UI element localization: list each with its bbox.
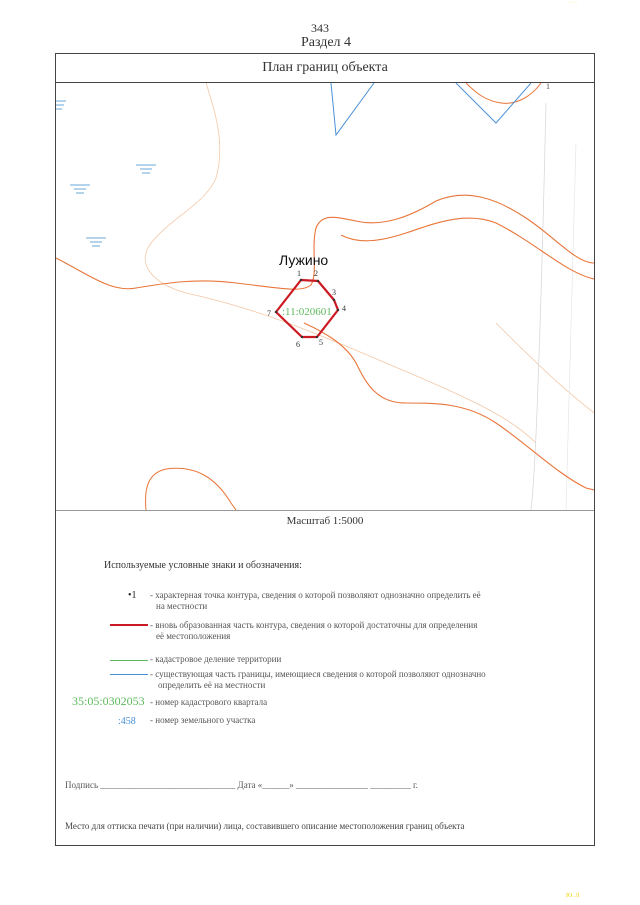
pale-isoline	[145, 83, 536, 443]
legend-quarter-text: - номер кадастрового квартала	[150, 697, 268, 707]
legend-parcel-text: - номер земельного участка	[150, 715, 256, 725]
pale-road	[531, 103, 546, 510]
pale-road-2	[566, 143, 576, 510]
pale-isoline-2	[496, 323, 594, 413]
quarter-label: :11:020601	[282, 306, 332, 318]
point-label: 4	[342, 304, 346, 313]
map-area	[56, 83, 594, 511]
corner-mark: 1	[546, 83, 550, 91]
legend-red-text	[150, 620, 477, 642]
settlement-label: Лужино	[279, 252, 329, 268]
point-label: 6	[296, 340, 300, 349]
legend-point-marker: •1	[128, 590, 137, 601]
legend-blue-line-2: определить её на местности	[158, 680, 266, 690]
signature-line: Подпись ______________________________ Дата «______» ________________ _________ г.	[65, 780, 418, 790]
point-label: 3	[332, 288, 336, 297]
blue-boundary	[456, 83, 531, 123]
point-label: 2	[314, 269, 318, 278]
point-label: 1	[297, 269, 301, 278]
legend-point-line-1: - характерная точка контура, сведения о которой позволяют однозначно определить её	[150, 590, 481, 600]
legend-red-line-1: - вновь образованная часть контура, сведения о которой достаточны для определения	[150, 620, 478, 630]
isoline	[146, 468, 236, 510]
corner-mark-top: · · ·	[568, 0, 577, 6]
isoline	[56, 195, 594, 289]
legend-green-line	[110, 660, 148, 661]
corner-mark-bottom: Ю. Л	[566, 893, 580, 899]
legend-parcel-sample: :458	[118, 716, 136, 727]
legend-point-text	[150, 590, 481, 612]
water-symbols	[56, 101, 156, 246]
legend-title: Используемые условные знаки и обозначения:	[104, 560, 302, 571]
map-scale: Масштаб 1:5000	[286, 515, 364, 527]
legend-point-line-2: на местности	[156, 601, 208, 611]
map-canvas	[56, 83, 594, 510]
legend-green-text: - кадастровое деление территории	[150, 654, 282, 664]
legend-blue-line-1: - существующая часть границы, имеющиеся сведения о которой позволяют однозначно	[150, 669, 486, 679]
isoline	[304, 323, 594, 490]
legend-quarter-sample: 35:05:0302053	[72, 694, 145, 708]
stamp-note: Место для оттиска печати (при наличии) лица, составившего описание местоположения границ объекта	[65, 821, 465, 831]
legend-red-line	[110, 624, 148, 626]
isoline	[341, 218, 594, 279]
blue-boundary	[331, 83, 374, 135]
map-title: План границ объекта	[55, 53, 595, 83]
point-label: 7	[267, 309, 271, 318]
legend-red-line-2: её местоположения	[156, 631, 231, 641]
point-label: 5	[319, 338, 323, 347]
section-title: Раздел 4	[300, 35, 352, 50]
legend-blue-line	[110, 674, 148, 675]
page-number: 343	[311, 21, 329, 35]
legend-blue-text	[150, 669, 486, 691]
isoline	[466, 83, 541, 103]
